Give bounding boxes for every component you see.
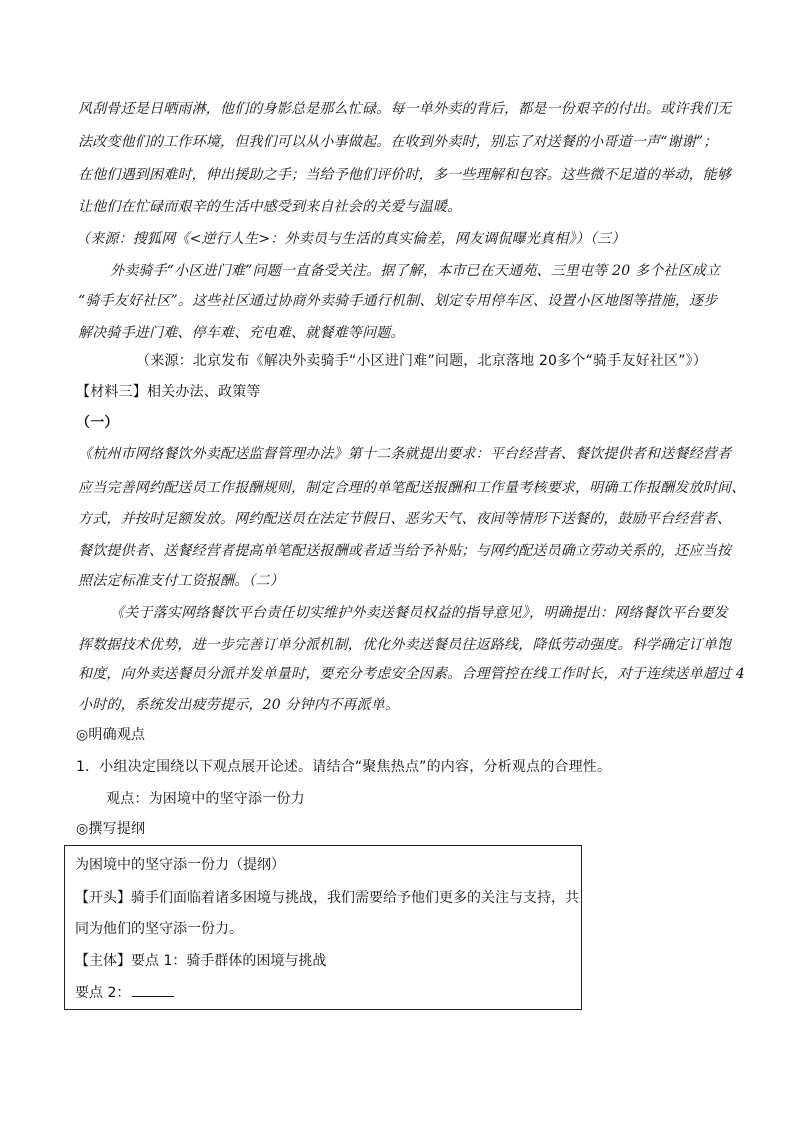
paragraph-line: 挥数据技术优势，进一步完善订单分派机制，优化外卖送餐员往返路线，降低劳动强度。科学确定订单饱 [78, 637, 732, 653]
paragraph-line: 在他们遇到困难时，伸出援助之手；当给予他们评价时，多一些理解和包容。这些微不足道的举动，能够 [78, 167, 732, 183]
paragraph-line: 让他们在忙碌而艰辛的生活中感受到来自社会的关爱与温暖。 [78, 199, 462, 215]
paragraph-line: 解决骑手进门难、停车难、充电难、就餐难等问题。 [78, 325, 405, 341]
outline-point2 [75, 984, 174, 1002]
section-heading: 【材料三】相关办法、政策等 [76, 384, 261, 400]
outline-point2-label: 要点 2： [75, 985, 131, 1001]
paragraph-line: 外卖骑手“小区进门难”问题一直备受关注。据了解，本市已在天通苑、三里屯等 20 多个社区成立 [110, 263, 721, 279]
paragraph-line: 《杭州市网络餐饮外卖配送监督管理办法》第十二条就提出要求：平台经营者、餐饮提供者和送餐经营者 [78, 446, 732, 462]
outline-opening-cont: 同为他们的坚守添一份力。 [75, 921, 243, 937]
paragraph-line: 应当完善网约配送员工作报酬规则，制定合理的单笔配送报酬和工作量考核要求，明确工作报酬发放时间、 [78, 480, 746, 496]
section-heading: ◎明确观点 [76, 727, 146, 743]
source-citation: （来源：北京发布《解决外卖骑手“小区进门难”问题，北京落地 20多个“骑手友好社区”》） [136, 353, 708, 369]
section-heading: ◎撰写提纲 [76, 821, 146, 837]
outline-title: 为困境中的坚守添一份力（提纲） [75, 857, 285, 873]
paragraph-line: “骑手友好社区”。这些社区通过协商外卖骑手通行机制、划定专用停车区、设置小区地图等措施，逐步 [78, 293, 718, 309]
outline-opening: 【开头】骑手们面临着诸多困境与挑战，我们需要给予他们更多的关注与支持，共 [75, 890, 579, 906]
outline-box [64, 845, 582, 1010]
paragraph-line: 照法定标准支付工资报酬。（二） [78, 573, 284, 589]
paragraph-line: 和度，向外卖送餐员分派并发单量时，要充分考虑安全因素。合理管控在线工作时长，对于连续送单超过 4 [78, 666, 745, 682]
paragraph-line: 法改变他们的工作环境，但我们可以从小事做起。在收到外卖时，别忘了对送餐的小哥道一声“谢谢”； [78, 134, 718, 150]
subsection-marker: （一） [76, 415, 119, 431]
paragraph-line: 小时的，系统发出疲劳提示，20 分钟内不再派单。 [78, 697, 400, 713]
question-text: 1．小组决定围绕以下观点展开论述。请结合“聚焦热点”的内容，分析观点的合理性。 [76, 759, 612, 775]
paragraph-line: 餐饮提供者、送餐经营者提高单笔配送报酬或者适当给予补贴；与网约配送员确立劳动关系的，还应当按 [78, 543, 732, 559]
viewpoint-text: 观点：为困境中的坚守添一份力 [106, 791, 305, 807]
paragraph-line: 《关于落实网络餐饮平台责任切实维护外卖送餐员权益的指导意见》，明确提出：网络餐饮平台要发 [110, 605, 728, 621]
source-citation: （来源：搜狐网《<逆行人生>：外卖员与生活的真实倫差，网友调侃曝光真相》）（三） [76, 231, 626, 247]
outline-body: 【主体】要点 1：骑手群体的困境与挑战 [75, 953, 327, 969]
paragraph-line: 方式，并按时足额发放。网约配送员在法定节假日、恶劣天气、夜间等情形下送餐的，鼓励平台经营者、 [78, 511, 732, 527]
paragraph-line: 风刮骨还是日晒雨淋，他们的身影总是那么忙碌。每一单外卖的背后，都是一份艰辛的付出。或许我们无 [78, 101, 732, 117]
answer-blank[interactable] [132, 984, 174, 997]
